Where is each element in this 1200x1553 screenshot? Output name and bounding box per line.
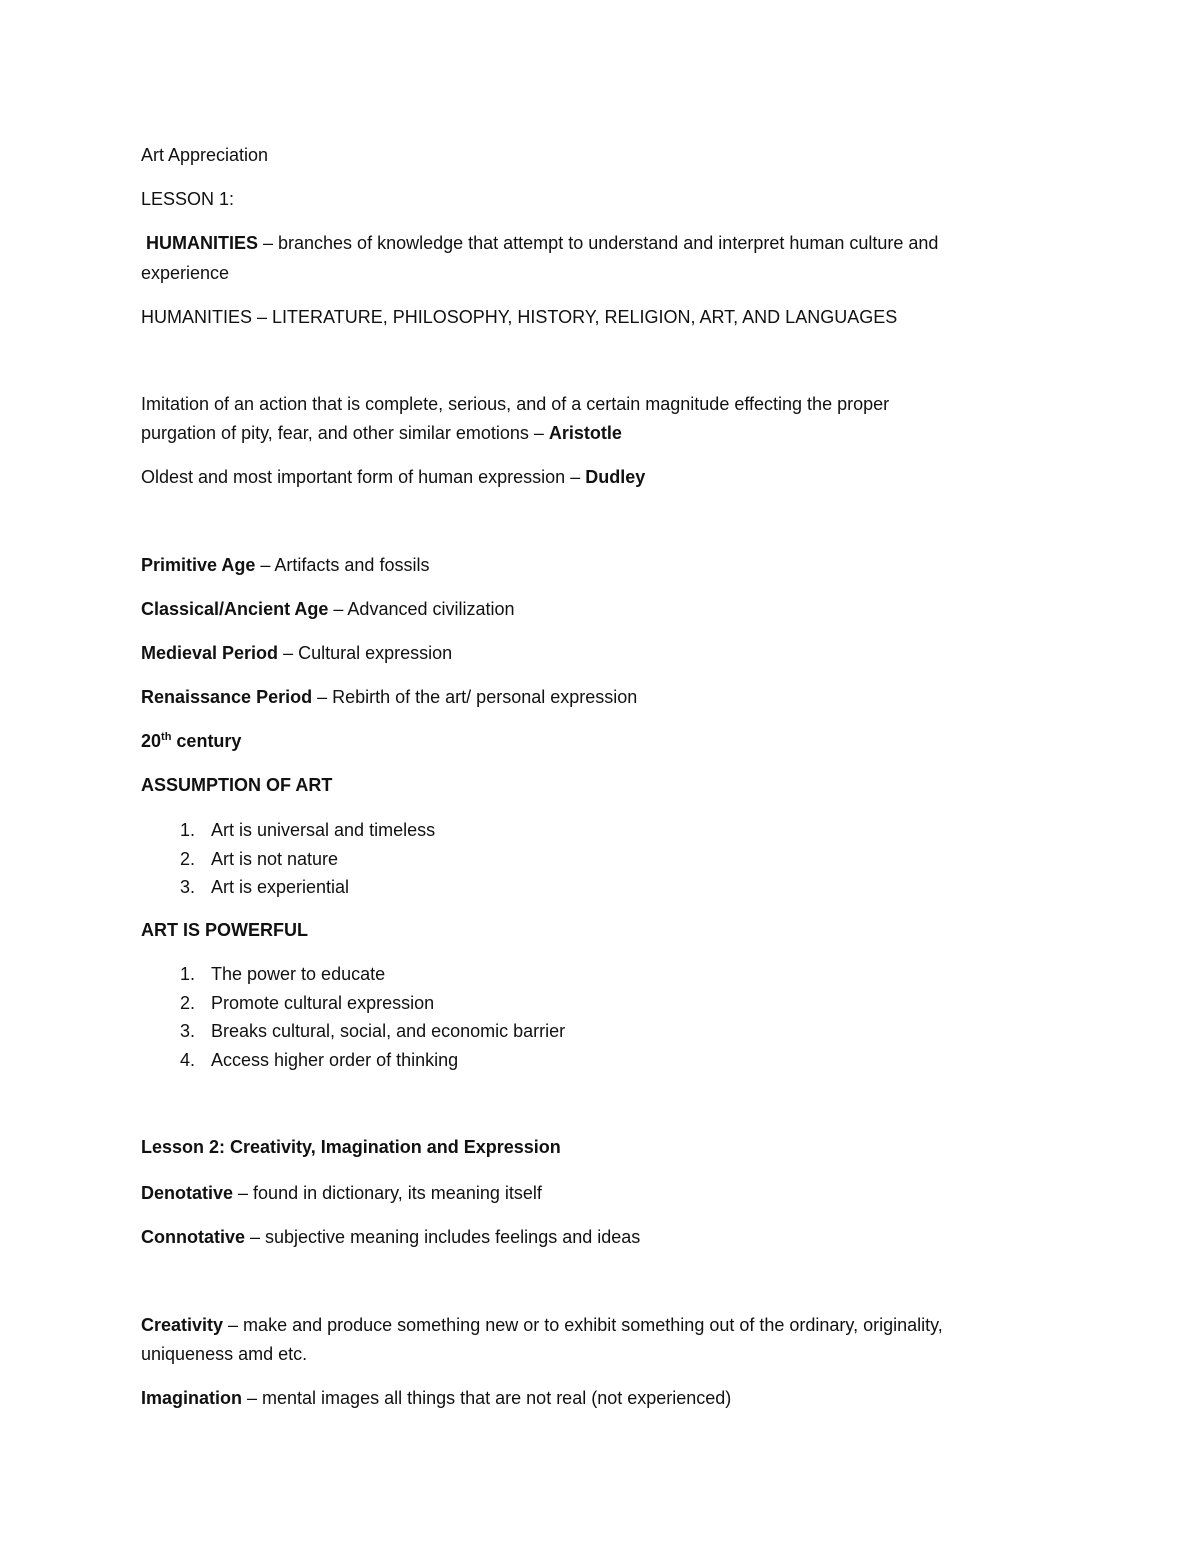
age-classical xyxy=(141,597,515,621)
imagination-term: Imagination xyxy=(141,1388,243,1408)
age-renaissance xyxy=(141,685,637,709)
age-medieval xyxy=(141,641,452,665)
age-term: Renaissance Period xyxy=(141,687,313,707)
age-description: – Rebirth of the art/ personal expression xyxy=(312,687,638,707)
creativity-definition xyxy=(141,1313,943,1337)
list-text: Art is universal and timeless xyxy=(211,820,436,840)
aristotle-quote-line-2 xyxy=(141,421,622,445)
imagination-definition xyxy=(141,1386,731,1410)
age-term: Primitive Age xyxy=(141,555,256,575)
century-word: century xyxy=(171,731,242,751)
century-number: 20 xyxy=(141,731,162,751)
connotative-definition xyxy=(141,1225,640,1249)
aristotle-author: Aristotle xyxy=(548,423,622,443)
list-text: Access higher order of thinking xyxy=(211,1049,459,1070)
list-text: Breaks cultural, social, and economic barrier xyxy=(211,1021,566,1042)
age-primitive xyxy=(141,553,429,577)
age-description: – Advanced civilization xyxy=(328,599,515,619)
creativity-definition-continued: uniqueness amd etc. xyxy=(141,1344,308,1364)
age-description: – Artifacts and fossils xyxy=(255,555,430,575)
document-title: Art Appreciation xyxy=(141,145,269,165)
creativity-text: – make and produce something new or to exhibit something out of the ordinary, originality, xyxy=(223,1315,943,1335)
age-term: Classical/Ancient Age xyxy=(141,599,329,619)
dudley-author: Dudley xyxy=(585,467,646,487)
dudley-quote xyxy=(141,465,645,489)
powerful-heading: ART IS POWERFUL xyxy=(141,920,308,940)
list-text: Promote cultural expression xyxy=(211,992,435,1013)
twentieth-century xyxy=(141,729,241,753)
list-number: 1. xyxy=(179,820,195,840)
age-description: – Cultural expression xyxy=(278,643,453,663)
creativity-term: Creativity xyxy=(141,1315,224,1335)
denotative-term: Denotative xyxy=(141,1183,234,1203)
humanities-definition-continued: experience xyxy=(141,263,230,283)
list-text: Art is experiential xyxy=(211,877,350,898)
humanities-definition xyxy=(146,231,938,255)
imagination-text: – mental images all things that are not real (not experienced) xyxy=(242,1388,732,1408)
list-number: 4. xyxy=(179,1049,195,1070)
century-superscript: th xyxy=(161,731,172,743)
list-number: 2. xyxy=(179,992,195,1013)
list-number: 1. xyxy=(179,964,195,984)
list-text: Art is not nature xyxy=(211,848,339,869)
dudley-quote-text: Oldest and most important form of human expression – xyxy=(141,467,586,487)
assumption-heading: ASSUMPTION OF ART xyxy=(141,775,333,795)
age-term: Medieval Period xyxy=(141,643,279,663)
humanities-term: HUMANITIES xyxy=(146,233,258,253)
denotative-text: – found in dictionary, its meaning itself xyxy=(233,1183,542,1203)
denotative-definition xyxy=(141,1181,542,1205)
connotative-text: – subjective meaning includes feelings and ideas xyxy=(245,1227,641,1247)
lesson-2-heading: Lesson 2: Creativity, Imagination and Expression xyxy=(141,1137,561,1157)
list-number: 2. xyxy=(179,848,195,869)
list-number: 3. xyxy=(179,877,195,898)
humanities-definition-text: – branches of knowledge that attempt to understand and interpret human culture and xyxy=(258,233,939,253)
lesson-1-label: LESSON 1: xyxy=(141,189,235,209)
aristotle-quote-text: purgation of pity, fear, and other similar emotions – xyxy=(141,423,549,443)
list-text: The power to educate xyxy=(211,964,386,984)
list-number: 3. xyxy=(179,1021,195,1042)
humanities-list: HUMANITIES – LITERATURE, PHILOSOPHY, HISTORY, RELIGION, ART, AND LANGUAGES xyxy=(141,307,898,327)
connotative-term: Connotative xyxy=(141,1227,246,1247)
aristotle-quote-line-1: Imitation of an action that is complete, serious, and of a certain magnitude effecting the proper xyxy=(141,394,890,414)
